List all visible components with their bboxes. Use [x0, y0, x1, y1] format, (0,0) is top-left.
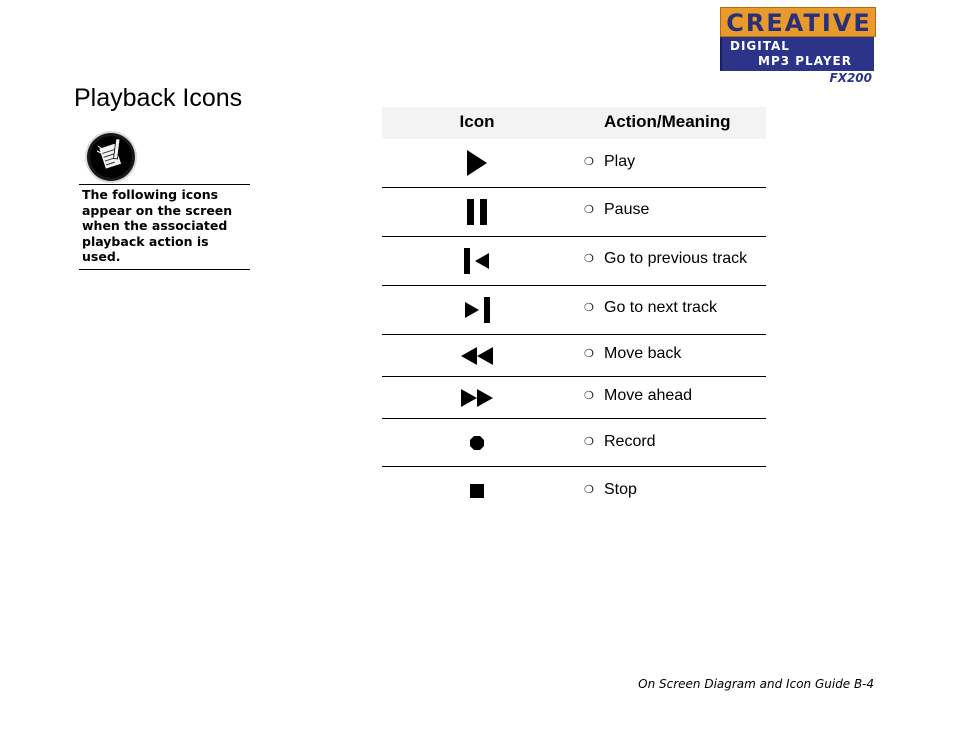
playback-icons-table	[382, 107, 766, 515]
action-label: Play	[604, 153, 636, 170]
row-action	[584, 153, 635, 171]
bullet: ❍	[584, 436, 594, 448]
fast-forward-icon	[382, 377, 572, 418]
record-icon	[382, 419, 572, 466]
rewind-icon	[382, 335, 572, 376]
row-action	[584, 481, 637, 499]
note-box	[79, 184, 250, 270]
table-row	[382, 467, 766, 515]
note-text: The following icons appear on the screen when the associated playback action is used.	[82, 187, 233, 264]
logo-brand-text: CREATIVE	[726, 9, 872, 37]
row-action	[584, 433, 656, 451]
action-label: Go to previous track	[604, 250, 748, 267]
header-action: Action/Meaning	[604, 112, 731, 131]
logo-line1: DIGITAL	[730, 39, 790, 53]
action-label: Go to next track	[604, 299, 717, 316]
table-row	[382, 139, 766, 188]
bullet: ❍	[584, 253, 594, 265]
pause-icon	[382, 188, 572, 236]
header-icon: Icon	[459, 112, 495, 131]
action-label: Pause	[604, 201, 650, 218]
creative-logo	[720, 7, 876, 87]
page-footer: On Screen Diagram and Icon Guide B-4	[638, 677, 874, 691]
note-pad-icon	[83, 129, 139, 185]
bullet: ❍	[584, 302, 594, 314]
next-track-icon	[382, 286, 572, 334]
table-header	[382, 107, 766, 139]
action-label: Stop	[604, 481, 637, 498]
action-label: Record	[604, 433, 656, 450]
action-label: Move ahead	[604, 387, 693, 404]
bullet: ❍	[584, 484, 594, 496]
row-action	[584, 250, 747, 268]
table-row	[382, 188, 766, 237]
action-label: Move back	[604, 345, 682, 362]
table-row	[382, 377, 766, 419]
row-action	[584, 345, 681, 363]
bullet: ❍	[584, 156, 594, 168]
row-action	[584, 387, 692, 405]
table-row	[382, 237, 766, 286]
logo-model: FX200	[829, 71, 872, 85]
table-row	[382, 419, 766, 467]
row-action	[584, 299, 717, 317]
bullet: ❍	[584, 390, 594, 402]
logo-brand-band	[720, 7, 876, 37]
stop-icon	[382, 467, 572, 515]
bullet: ❍	[584, 204, 594, 216]
previous-track-icon	[382, 237, 572, 285]
bullet: ❍	[584, 348, 594, 360]
page-title: Playback Icons	[74, 84, 243, 112]
table-row	[382, 335, 766, 377]
table-row	[382, 286, 766, 335]
play-icon	[382, 139, 572, 187]
row-action	[584, 201, 649, 219]
logo-product-band	[720, 37, 874, 71]
logo-line2: MP3 PLAYER	[758, 54, 852, 68]
